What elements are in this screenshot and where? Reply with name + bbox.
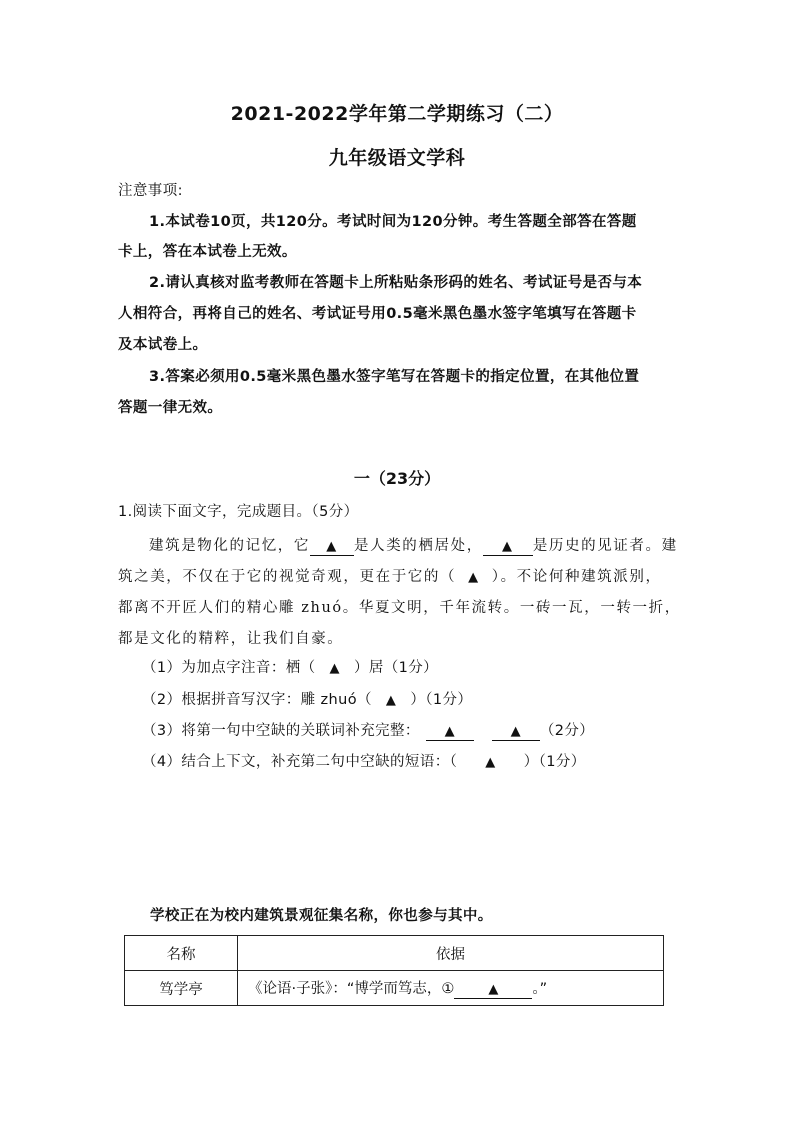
table-row	[125, 971, 664, 1006]
notice-item-3-line-2: 答题一律无效。	[118, 400, 223, 416]
passage-line-3: 都离不开匠人们的精心雕 zhuó。华夏文明，千年流转。一砖一瓦，一转一折，	[118, 600, 681, 616]
triangle-icon: ▲	[485, 755, 496, 770]
sub-question-1: （1）为加点字注音：栖（ ▲ ）居（1分）	[142, 660, 439, 676]
notice-item-3-line-1: 3.答案必须用0.5毫米黑色墨水签字笔写在答题卡的指定位置，在其他位置	[149, 369, 640, 385]
table-header-row	[125, 936, 664, 971]
header-name: 名称	[125, 936, 238, 971]
notice-item-1-line-1: 1.本试卷10页，共120分。考试时间为120分钟。考生答题全部答在答题	[149, 214, 637, 230]
triangle-icon: ▲	[326, 539, 338, 554]
answer-blank	[310, 538, 354, 556]
sub-question-3: （3）将第一句中空缺的关联词补充完整： ▲ ▲ （2分）	[142, 723, 595, 739]
sub-question-4: （4）结合上下文，补充第二句中空缺的短语：（ ▲ ）（1分）	[142, 754, 586, 770]
notice-item-2-line-3: 及本试卷上。	[118, 337, 208, 353]
notice-item-2-line-2: 人相符合，再将自己的姓名、考试证号用0.5毫米黑色墨水签字笔填写在答题卡	[118, 306, 637, 322]
notice-item-2-line-1: 2.请认真核对监考教师在答题卡上所粘贴条形码的姓名、考试证号是否与本	[149, 275, 643, 291]
notice-item-1-line-2: 卡上，答在本试卷上无效。	[118, 244, 297, 260]
triangle-icon: ▲	[510, 724, 522, 739]
passage-text: 筑之美，不仅在于它的视觉奇观，更在于它的（	[118, 569, 457, 585]
header-basis: 依据	[238, 936, 664, 971]
exam-title: 2021-2022学年第二学期练习（二）	[230, 103, 564, 125]
passage-line-1	[149, 534, 678, 556]
sub-question-2: （2）根据拼音写汉字：雕 zhuó（ ▲ ）（1分）	[142, 692, 473, 708]
triangle-icon: ▲	[468, 570, 480, 585]
answer-blank	[483, 538, 533, 556]
row-basis: 《论语·子张》：“博学而笃志，① ▲ 。”	[238, 971, 664, 1006]
naming-table	[124, 935, 664, 1006]
triangle-icon: ▲	[444, 724, 456, 739]
passage-text: 是历史的见证者。建	[532, 538, 678, 554]
notice-heading: 注意事项:	[118, 183, 183, 199]
section-title: 一（23分）	[353, 469, 441, 488]
row-name: 笃学亭	[125, 971, 238, 1006]
exam-subtitle: 九年级语文学科	[328, 147, 466, 169]
triangle-icon: ▲	[329, 661, 340, 676]
triangle-icon: ▲	[488, 982, 499, 997]
passage-text: 是人类的栖居处，	[354, 538, 483, 554]
passage-text: ）。不论何种建筑派别，	[491, 569, 662, 585]
passage-line-2	[118, 565, 662, 586]
triangle-icon: ▲	[502, 539, 514, 554]
question-1-prompt: 1.阅读下面文字，完成题目。（5分）	[118, 504, 359, 520]
triangle-icon: ▲	[385, 693, 397, 708]
naming-intro: 学校正在为校内建筑景观征集名称，你也参与其中。	[150, 908, 493, 924]
answer-blank	[426, 723, 474, 741]
answer-blank	[454, 981, 532, 999]
passage-line-4: 都是文化的精粹，让我们自豪。	[118, 631, 344, 647]
passage-text: 建筑是物化的记忆，它	[149, 538, 310, 554]
answer-blank	[492, 723, 540, 741]
